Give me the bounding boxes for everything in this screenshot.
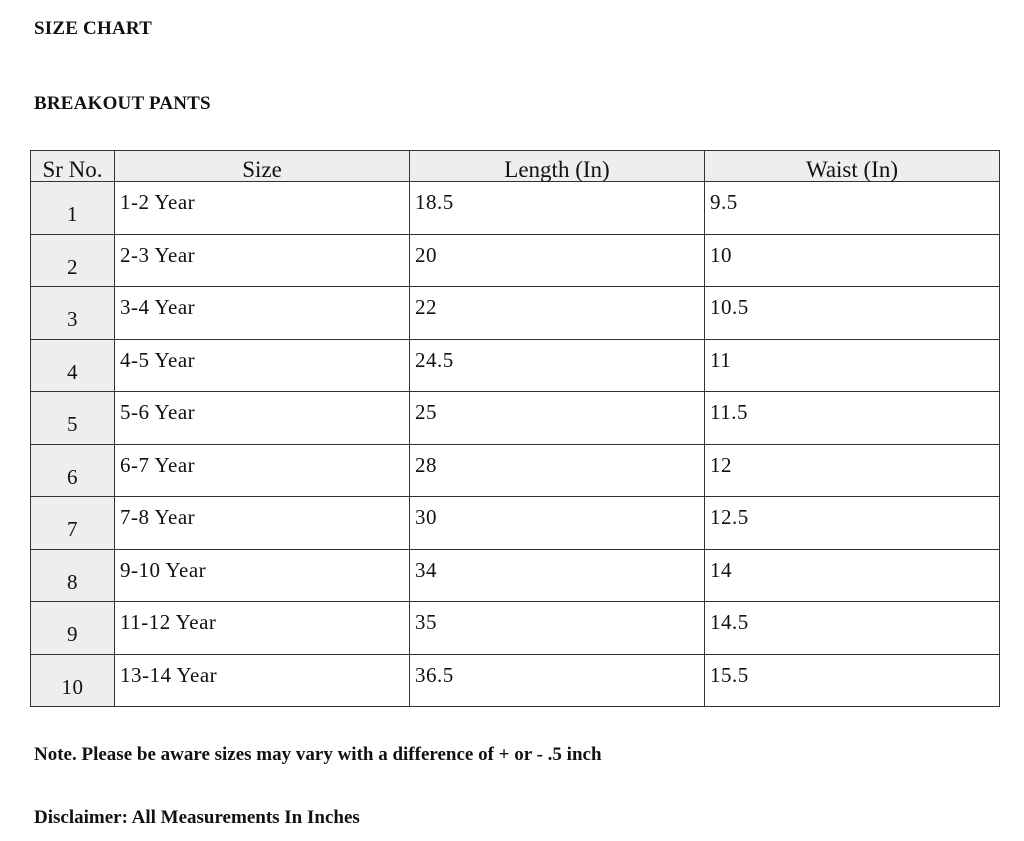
- sr-no-cell: 9: [31, 602, 115, 655]
- sr-no-cell: 10: [31, 654, 115, 707]
- header-sr-no: Sr No.: [31, 151, 115, 182]
- header-length: Length (In): [410, 151, 705, 182]
- table-row: [31, 234, 1000, 287]
- size-cell: 2-3 Year: [115, 234, 410, 287]
- size-cell: 6-7 Year: [115, 444, 410, 497]
- waist-cell: 10: [705, 234, 1000, 287]
- table-row: [31, 287, 1000, 340]
- table-row: [31, 549, 1000, 602]
- length-cell: 18.5: [410, 182, 705, 235]
- size-cell: 4-5 Year: [115, 339, 410, 392]
- size-cell: 11-12 Year: [115, 602, 410, 655]
- waist-cell: 12: [705, 444, 1000, 497]
- waist-cell: 11.5: [705, 392, 1000, 445]
- size-cell: 1-2 Year: [115, 182, 410, 235]
- size-cell: 13-14 Year: [115, 654, 410, 707]
- sr-no-cell: 1: [31, 182, 115, 235]
- sr-no-cell: 3: [31, 287, 115, 340]
- length-cell: 28: [410, 444, 705, 497]
- sr-no-cell: 8: [31, 549, 115, 602]
- table-row: [31, 497, 1000, 550]
- size-chart-table: [30, 150, 1000, 707]
- page-title: SIZE CHART: [34, 18, 153, 39]
- length-cell: 25: [410, 392, 705, 445]
- waist-cell: 11: [705, 339, 1000, 392]
- length-cell: 35: [410, 602, 705, 655]
- sr-no-cell: 5: [31, 392, 115, 445]
- length-cell: 36.5: [410, 654, 705, 707]
- sr-no-cell: 6: [31, 444, 115, 497]
- table-row: [31, 339, 1000, 392]
- table-header: [31, 151, 1000, 182]
- variance-note: Note. Please be aware sizes may vary with a difference of + or - .5 inch: [34, 744, 602, 765]
- header-waist: Waist (In): [705, 151, 1000, 182]
- sr-no-cell: 7: [31, 497, 115, 550]
- length-cell: 22: [410, 287, 705, 340]
- length-cell: 30: [410, 497, 705, 550]
- table-row: [31, 602, 1000, 655]
- size-cell: 7-8 Year: [115, 497, 410, 550]
- table-row: [31, 182, 1000, 235]
- length-cell: 34: [410, 549, 705, 602]
- waist-cell: 14.5: [705, 602, 1000, 655]
- length-cell: 24.5: [410, 339, 705, 392]
- table-header-row: [31, 151, 1000, 182]
- sr-no-cell: 2: [31, 234, 115, 287]
- waist-cell: 15.5: [705, 654, 1000, 707]
- waist-cell: 10.5: [705, 287, 1000, 340]
- disclaimer-note: Disclaimer: All Measurements In Inches: [34, 807, 360, 828]
- table-row: [31, 654, 1000, 707]
- length-cell: 20: [410, 234, 705, 287]
- header-size: Size: [115, 151, 410, 182]
- table-row: [31, 392, 1000, 445]
- waist-cell: 12.5: [705, 497, 1000, 550]
- sr-no-cell: 4: [31, 339, 115, 392]
- size-cell: 3-4 Year: [115, 287, 410, 340]
- waist-cell: 9.5: [705, 182, 1000, 235]
- size-cell: 9-10 Year: [115, 549, 410, 602]
- size-cell: 5-6 Year: [115, 392, 410, 445]
- table-row: [31, 444, 1000, 497]
- product-title: BREAKOUT PANTS: [34, 93, 211, 114]
- table-body: [31, 182, 1000, 707]
- waist-cell: 14: [705, 549, 1000, 602]
